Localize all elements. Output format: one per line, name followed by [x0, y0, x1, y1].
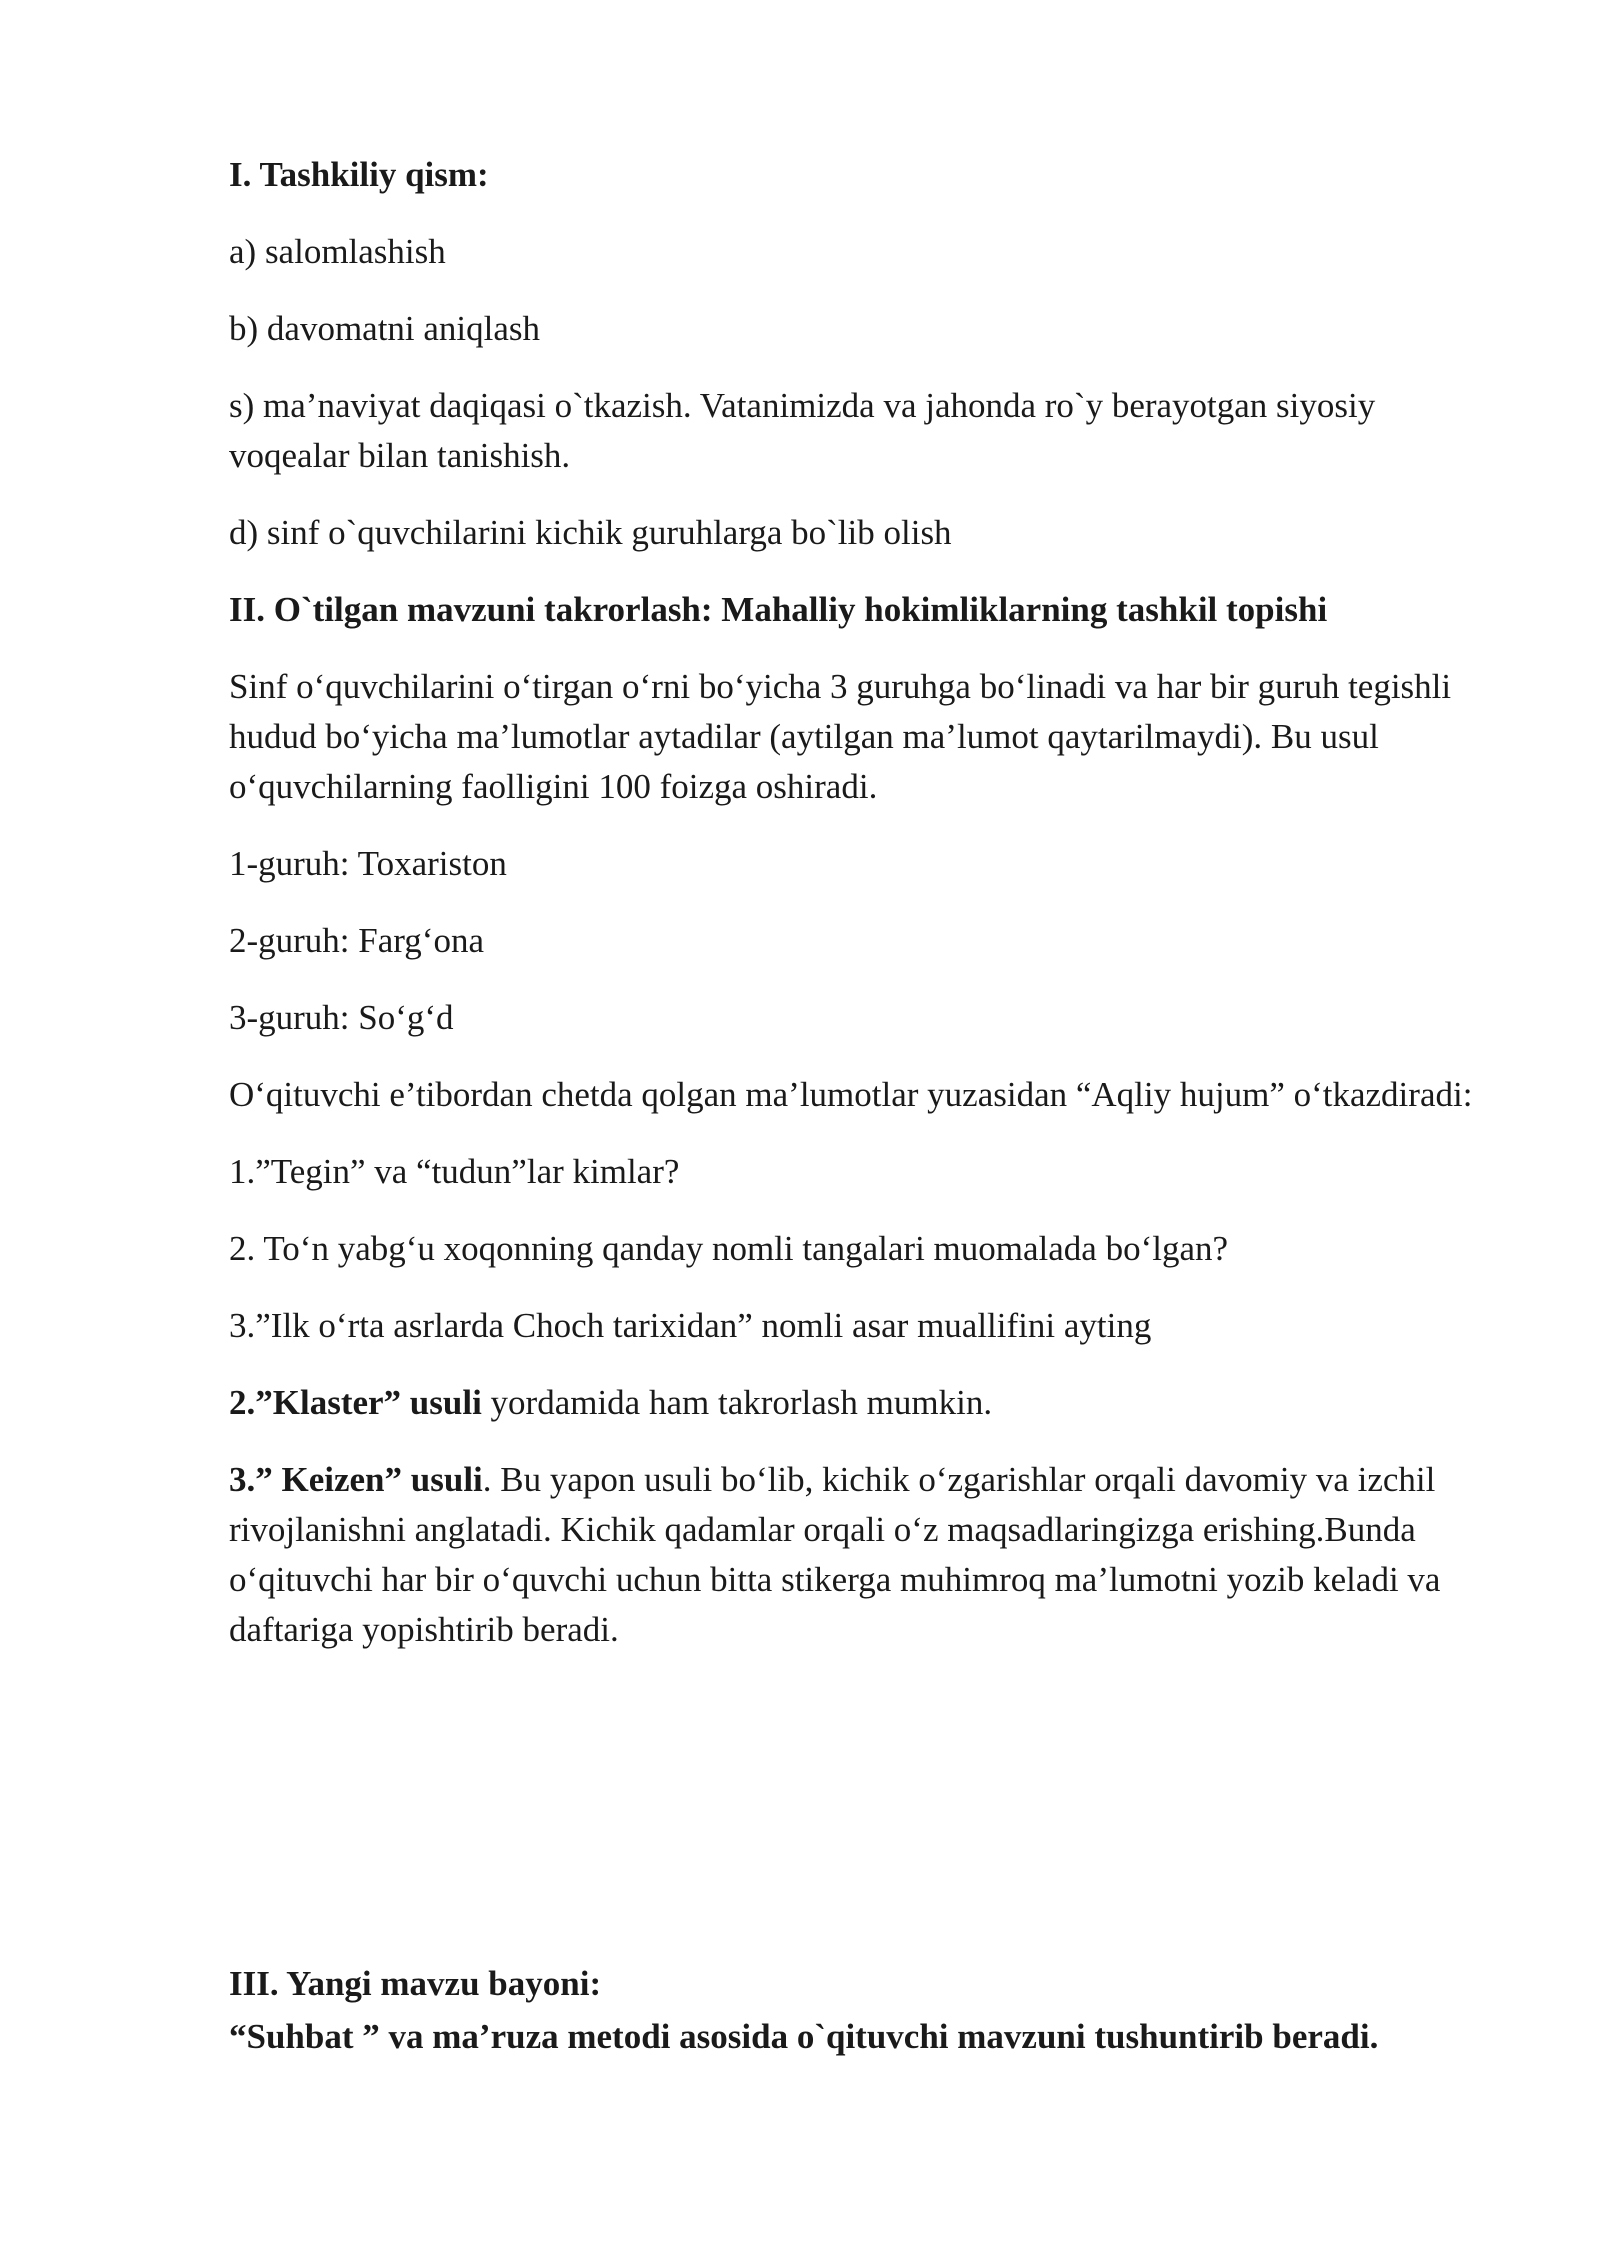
group-1: 1-guruh: Toxariston [229, 844, 507, 883]
section-3-subheading: “Suhbat ” va ma’ruza metodi asosida o`qituvchi mavzuni tushuntirib beradi. [229, 2017, 1379, 2056]
section-3 [229, 1957, 1509, 2063]
question-2: 2. To‘n yabg‘u xoqonning qanday nomli tangalari muomalada bo‘lgan? [229, 1229, 1229, 1268]
section-3-heading: III. Yangi mavzu bayoni: [229, 1964, 602, 2003]
keizen-method [229, 1455, 1489, 1655]
list-item-groups: d) sinf o`quvchilarini kichik guruhlarga bo`lib olish [229, 513, 952, 552]
section-2-heading: II. O`tilgan mavzuni takrorlash: Mahalliy hokimliklarning tashkil topishi [229, 590, 1328, 629]
group-3: 3-guruh: So‘g‘d [229, 998, 454, 1037]
group-2: 2-guruh: Farg‘ona [229, 921, 484, 960]
section-1-heading: I. Tashkiliy qism: [229, 155, 489, 194]
teacher-note: O‘qituvchi e’tibordan chetda qolgan ma’lumotlar yuzasidan “Aqliy hujum” o‘tkazdiradi: [229, 1075, 1473, 1114]
question-1: 1.”Tegin” va “tudun”lar kimlar? [229, 1152, 680, 1191]
keizen-method-text: . Bu yapon usuli bo‘lib, kichik o‘zgarishlar orqali davomiy va izchil rivojlanishni anglatadi. Kichik qadamlar orqali o‘z maqsadlaringizga erishing.Bunda o‘qituvchi har bir o‘quvchi uchun bitta stikerga muhimroq ma’lumotni yozib keladi va daftariga yopishtirib beradi. [229, 1460, 1441, 1649]
list-item-attendance: b) davomatni aniqlash [229, 309, 541, 348]
list-item-greeting: a) salomlashish [229, 232, 446, 271]
list-item-spirituality: s) ma’naviyat daqiqasi o`tkazish. Vatanimizda va jahonda ro`y berayotgan siyosiy voqealar bilan tanishish. [229, 386, 1376, 475]
cluster-method [229, 1378, 1489, 1428]
cluster-method-text: yordamida ham takrorlash mumkin. [481, 1383, 993, 1422]
cluster-method-title: 2.”Klaster” usuli [229, 1383, 482, 1422]
question-3: 3.”Ilk o‘rta asrlarda Choch tarixidan” nomli asar muallifini ayting [229, 1306, 1152, 1345]
document-body [229, 150, 1489, 1655]
section-2-intro: Sinf o‘quvchilarini o‘tirgan o‘rni bo‘yicha 3 guruhga bo‘linadi va har bir guruh tegishli hudud bo‘yicha ma’lumotlar aytadilar (aytilgan ma’lumot qaytarilmaydi). Bu usul o‘quvchilarning faolligini 100 foizga oshiradi. [229, 667, 1452, 806]
keizen-method-title: 3.” Keizen” usuli [229, 1460, 483, 1499]
